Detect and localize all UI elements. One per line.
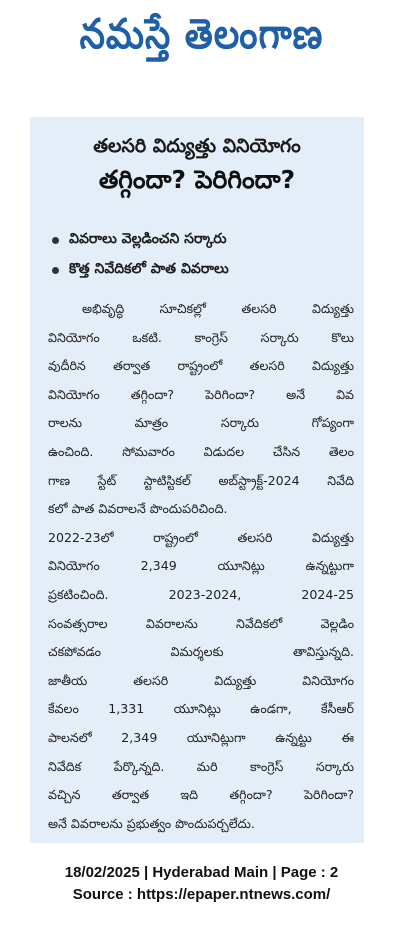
newspaper-logo: నమస్తే తెలంగాణ [79,9,324,58]
bullet-list [52,225,352,285]
body-line: పాలనలో 2,349 యూనిట్లుగా ఉన్నట్టు ఈ [48,729,354,745]
masthead [0,0,403,78]
body-line: చకపోవడం విమర్శలకు తావిస్తున్నది. [48,644,354,660]
body-line: జాతీయ తలసరి విద్యుత్తు వినియోగం [48,672,354,688]
body-line: ప్రకటించింది. 2023-2024, 2024-25 [48,586,354,602]
body-line: వచ్చిన తర్వాత ఇది తగ్గిందా? పెరిగిందా? [48,787,354,803]
body-line: వినియోగం 2,349 యూనిట్లు ఉన్నట్టుగా [48,558,354,574]
body-line: వుదీరిన తర్వాత రాష్ట్రంలో తలసరి విద్యుత్తు [48,358,354,374]
bullet-item [52,225,352,255]
body-line: వినియోగం తగ్గిందా? పెరిగిందా? అనే వివ [48,386,354,402]
body-line: కలో పాత వివరాలనే పొందుపరిచింది. [48,501,228,517]
body-line: నివేదిక పేర్కొన్నది. మరి కాంగ్రెస్ సర్కారు [48,758,354,774]
article-panel [30,117,364,843]
bullet-text: కొత్త నివేదికలో పాత వివరాలు [69,260,229,277]
article-body [48,295,354,838]
body-line: వినియోగం ఒకటి. కాంగ్రెస్ సర్కారు కొలు [48,329,354,345]
body-line: రాలను మాత్రం సర్కారు గోప్యంగా [48,415,354,431]
source-footer [0,862,403,906]
body-line: ఉంచింది. సోమవారం విడుదల చేసిన తెలం [48,443,354,459]
body-line: కేవలం 1,331 యూనిట్లు ఉండగా, కేసీఆర్ [48,701,354,717]
headline-line-1: తలసరి విద్యుత్తు వినియోగం [93,135,301,157]
bullet-dot-icon [52,237,59,244]
headline-line-2: తగ్గిందా? పెరిగిందా? [98,165,296,194]
body-line: సంవత్సరాల వివరాలను నివేదికలో వెల్లడిం [48,615,354,631]
body-line: 2022-23లో రాష్ట్రంలో తలసరి విద్యుత్తు [48,529,354,545]
bullet-dot-icon [52,267,59,274]
body-line: గాణ స్టేట్ స్టాటిస్టికల్ అబ్‌స్ట్రాక్ట్-2024 నివేది [48,472,354,488]
footer-source-line: Source : https://epaper.ntnews.com/ [72,886,331,903]
bullet-text: వివరాలు వెల్లడించని సర్కారు [69,230,227,247]
bullet-item [52,255,352,285]
footer-date-line: 18/02/2025 | Hyderabad Main | Page : 2 [64,864,339,881]
body-line: అభివృద్ధి సూచికల్లో తలసరి విద్యుత్తు [82,301,354,316]
body-line: అనే వివరాలను ప్రభుత్వం పొందుపర్చలేదు. [48,815,255,831]
